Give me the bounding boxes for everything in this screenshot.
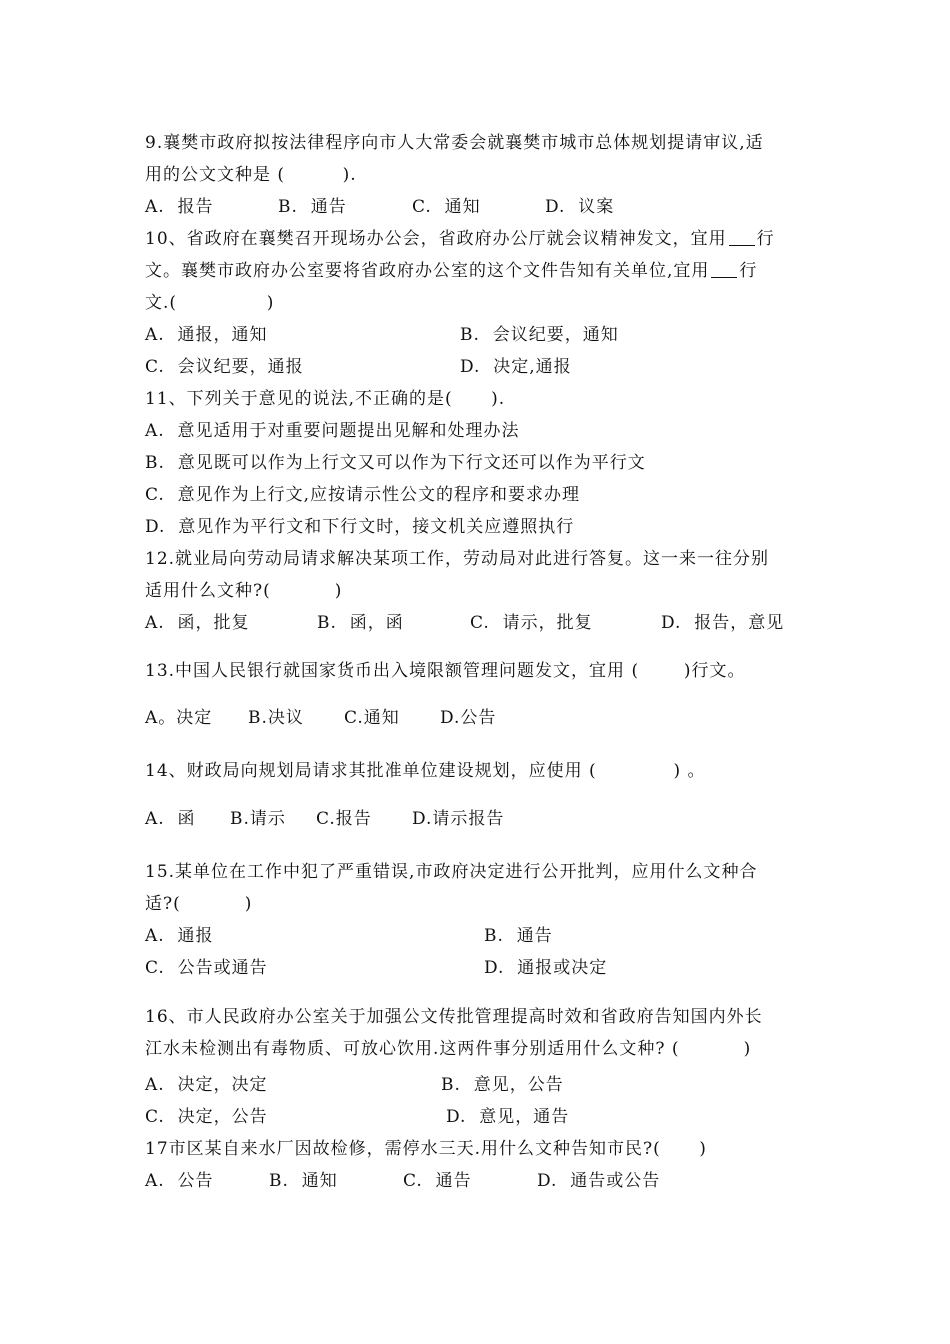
- option-c: C. 通告: [403, 1171, 472, 1191]
- option-a: A. 函: [145, 809, 196, 829]
- option-c: C. 会议纪要，通报: [145, 357, 304, 377]
- fill-blank: [729, 229, 755, 246]
- option-a: A. 通报，通知: [145, 325, 268, 345]
- option-c: C. 决定，公告: [145, 1107, 268, 1127]
- question-text: 适?( ): [145, 894, 253, 914]
- option-d: D. 通报或决定: [484, 958, 608, 978]
- option-c: C.报告: [316, 809, 372, 829]
- question-text: 14、财政局向规划局请求其批准单位建设规划，应使用 ( ) 。: [145, 761, 706, 781]
- option-c: C. 公告或通告: [145, 958, 268, 978]
- question-text: 文。襄樊市政府办公室要将省政府办公室的这个文件告知有关单位,宜用 行: [145, 261, 758, 281]
- option-b: B.请示: [230, 809, 286, 829]
- option-c: C. 通知: [412, 197, 481, 217]
- option-a: A. 函，批复: [145, 613, 250, 633]
- question-text: 11、下列关于意见的说法,不正确的是( ).: [145, 389, 506, 409]
- option-a: A. 通报: [145, 926, 214, 946]
- option-d: D. 决定,通报: [460, 357, 572, 377]
- question-text: 17市区某自来水厂因故检修，需停水三天.用什么文种告知市民?( ): [145, 1139, 707, 1159]
- option-d: D. 报告，意见: [661, 613, 785, 633]
- option-b: B. 函，函: [317, 613, 404, 633]
- question-text: 13.中国人民银行就国家货币出入境限额管理问题发文，宜用 ( )行文。: [145, 661, 746, 681]
- option-a: A. 意见适用于对重要问题提出见解和处理办法: [145, 421, 520, 441]
- option-b: B. 通告: [278, 197, 347, 217]
- option-b: B.决议: [248, 708, 304, 728]
- option-b: B. 意见，公告: [441, 1075, 564, 1095]
- option-b: B. 意见既可以作为上行文又可以作为下行文还可以作为平行文: [145, 453, 646, 473]
- question-text: 适用什么文种?( ): [145, 581, 343, 601]
- option-c: C. 请示，批复: [470, 613, 593, 633]
- option-d: D. 通告或公告: [537, 1171, 661, 1191]
- option-a: A. 决定，决定: [145, 1075, 268, 1095]
- option-a: A. 报告: [145, 197, 214, 217]
- option-d: D.公告: [440, 708, 497, 728]
- question-text: 12.就业局向劳动局请求解决某项工作，劳动局对此进行答复。这一来一往分别: [145, 549, 770, 569]
- option-d: D. 意见，通告: [446, 1107, 570, 1127]
- question-text: 江水未检测出有毒物质、可放心饮用.这两件事分别适用什么文种? ( ): [145, 1039, 752, 1059]
- option-d: D. 意见作为平行文和下行文时，接文机关应遵照执行: [145, 517, 575, 537]
- option-c: C.通知: [344, 708, 400, 728]
- option-c: C. 意见作为上行文,应按请示性公文的程序和要求办理: [145, 485, 581, 505]
- question-text: 15.某单位在工作中犯了严重错误,市政府决定进行公开批判，应用什么文种合: [145, 862, 758, 882]
- question-text: 16、市人民政府办公室关于加强公文传批管理提高时效和省政府告知国内外长: [145, 1007, 763, 1027]
- question-text: 9.襄樊市政府拟按法律程序向市人大常委会就襄樊市城市总体规划提请审议,适: [145, 133, 764, 153]
- question-text: 文.( ): [145, 293, 275, 313]
- option-d: D.请示报告: [412, 809, 505, 829]
- option-b: B. 通知: [269, 1171, 338, 1191]
- option-b: B. 会议纪要，通知: [460, 325, 619, 345]
- fill-blank: [711, 261, 737, 278]
- question-text: 用的公文文种是 ( ).: [145, 165, 357, 185]
- option-b: B. 通告: [484, 926, 553, 946]
- option-d: D. 议案: [545, 197, 615, 217]
- option-a: A. 公告: [145, 1171, 214, 1191]
- question-text: 10、省政府在襄樊召开现场办公会，省政府办公厅就会议精神发文，宜用 行: [145, 229, 775, 249]
- option-a: A。决定: [145, 708, 213, 728]
